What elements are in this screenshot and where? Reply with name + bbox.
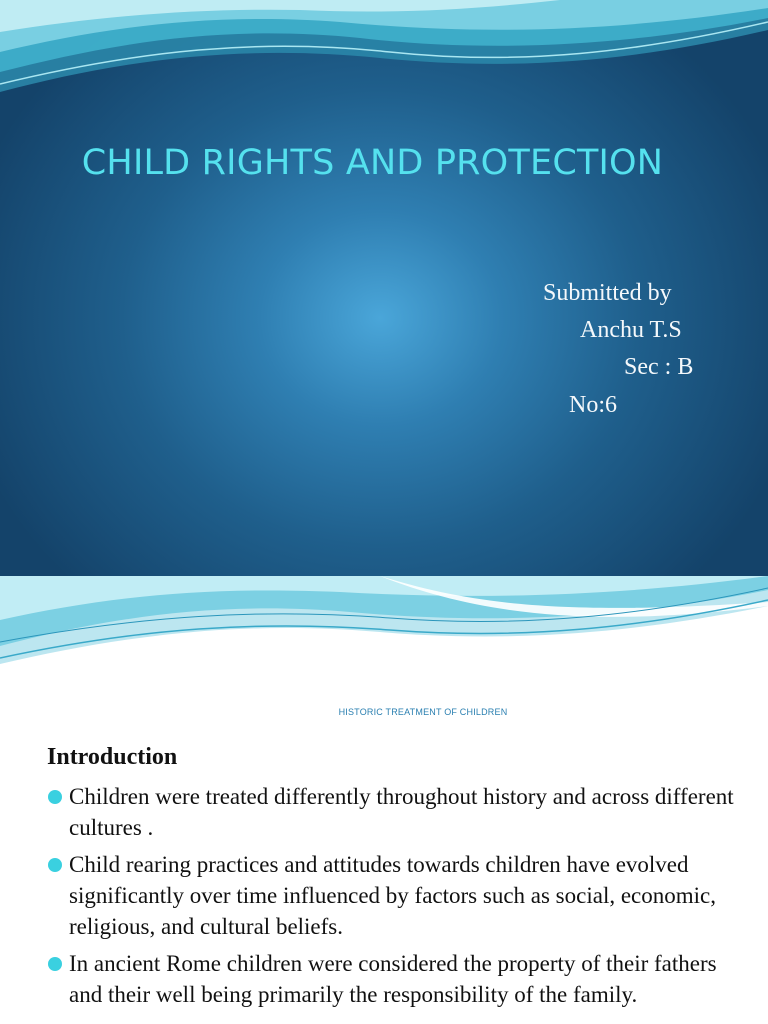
list-item bbox=[48, 849, 738, 942]
wave-decoration bbox=[0, 0, 768, 100]
list-item bbox=[48, 781, 738, 843]
roll-number: No:6 bbox=[569, 392, 617, 418]
slide-header: HISTORIC TREATMENT OF CHILDREN bbox=[338, 707, 508, 717]
wave-decoration bbox=[0, 576, 768, 676]
slide-title: CHILD RIGHTS AND PROTECTION bbox=[81, 143, 664, 183]
list-item bbox=[48, 948, 738, 1010]
bullet-list bbox=[48, 781, 738, 1016]
bullet-text: Children were treated differently throughout history and across different cultures . bbox=[69, 784, 734, 840]
content-slide bbox=[0, 576, 768, 1024]
bullet-icon bbox=[48, 790, 62, 804]
section-heading: Introduction bbox=[47, 744, 178, 770]
bullet-icon bbox=[48, 858, 62, 872]
bullet-text: Child rearing practices and attitudes towards children have evolved significantly over time influenced by factors such as social, economic, religious, and cultural beliefs. bbox=[69, 852, 716, 939]
author-name: Anchu T.S bbox=[580, 317, 682, 343]
bullet-icon bbox=[48, 957, 62, 971]
bullet-text: In ancient Rome children were considered the property of their fathers and their well being primarily the responsibility of the family. bbox=[69, 951, 717, 1007]
submitted-by-label: Submitted by bbox=[543, 280, 672, 306]
section-label: Sec : B bbox=[624, 354, 694, 380]
